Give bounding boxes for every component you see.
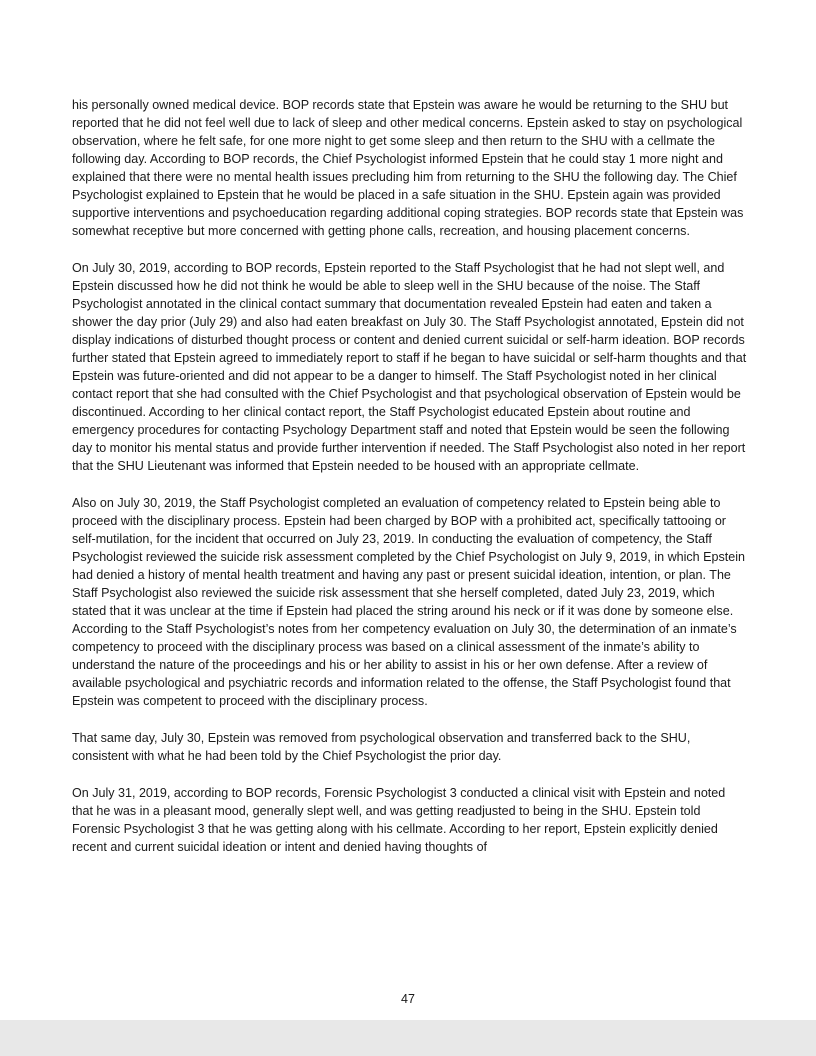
viewer-background bbox=[0, 1020, 816, 1056]
paragraph: That same day, July 30, Epstein was removed from psychological observation and transferred back to the SHU, consistent with what he had been told by the Chief Psychologist the prior day. bbox=[72, 731, 691, 763]
paragraph: On July 30, 2019, according to BOP records, Epstein reported to the Staff Psychologist that he had not slept well, and Epstein discussed how he did not think he would be able to sleep well in the SHU because of the noise. The Staff Psychologist annotated in the clinical contact summary that documentation revealed Epstein had eaten and taken a shower the day prior (July 29) and also had eaten breakfast on July 30. The Staff Psychologist annotated, Epstein did not display indications of disturbed thought process or content and denied current suicidal or self-harm ideation. BOP records further stated that Epstein agreed to immediately report to staff if he began to have suicidal or self-harm thoughts and that Epstein was future-oriented and did not appear to be a danger to himself. The Staff Psychologist noted in her clinical contact report that she had consulted with the Chief Psychologist and that psychological observation of Epstein would be discontinued. According to her clinical contact report, the Staff Psychologist educated Epstein about routine and emergency procedures for contacting Psychology Department staff and noted that Epstein would be seen the following day to monitor his mental status and provide further intervention if needed. The Staff Psychologist also noted in her report that the SHU Lieutenant was informed that Epstein needed to be housed with an appropriate cellmate. bbox=[72, 261, 747, 473]
page-number: 47 bbox=[401, 992, 415, 1006]
page-body bbox=[72, 96, 748, 875]
paragraph: Also on July 30, 2019, the Staff Psychologist completed an evaluation of competency related to Epstein being able to proceed with the disciplinary process. Epstein had been charged by BOP with a prohibited act, specifically tattooing or self-mutilation, for the incident that occurred on July 23, 2019. In conducting the evaluation of competency, the Staff Psychologist reviewed the suicide risk assessment completed by the Chief Psychologist on July 9, 2019, in which Epstein had denied a history of mental health treatment and having any past or present suicidal ideation, intention, or plan. The Staff Psychologist also reviewed the suicide risk assessment that she herself completed, dated July 23, 2019, which stated that it was unclear at the time if Epstein had placed the string around his neck or if it was done by someone else. According to the Staff Psychologist’s notes from her competency evaluation on July 30, the determination of an inmate’s competency to proceed with the disciplinary process was based on a clinical assessment of the inmate’s ability to understand the nature of the proceedings and his or her ability to assist in his or her own defense. After a review of available psychological and psychiatric records and information related to the offense, the Staff Psychologist found that Epstein was competent to proceed with the disciplinary process. bbox=[72, 496, 745, 708]
paragraph: his personally owned medical device. BOP records state that Epstein was aware he would be returning to the SHU but reported that he did not feel well due to lack of sleep and other medical concerns. Epstein asked to stay on psychological observation, where he felt safe, for one more night to get some sleep and then return to the SHU with a cellmate the following day. According to BOP records, the Chief Psychologist informed Epstein that he could stay 1 more night and explained that there were no mental health issues precluding him from returning to the SHU the following day. The Chief Psychologist explained to Epstein that he would be placed in a safe situation in the SHU. Epstein again was provided supportive interventions and psychoeducation regarding additional coping strategies. BOP records state that Epstein was somewhat receptive but more concerned with getting phone calls, recreation, and housing placement concerns. bbox=[72, 98, 744, 238]
paragraph: On July 31, 2019, according to BOP records, Forensic Psychologist 3 conducted a clinical visit with Epstein and noted that he was in a pleasant mood, generally slept well, and was getting readjusted to being in the SHU. Epstein told Forensic Psychologist 3 that he was getting along with his cellmate. According to her report, Epstein explicitly denied recent and current suicidal ideation or intent and denied having thoughts of bbox=[72, 786, 726, 854]
